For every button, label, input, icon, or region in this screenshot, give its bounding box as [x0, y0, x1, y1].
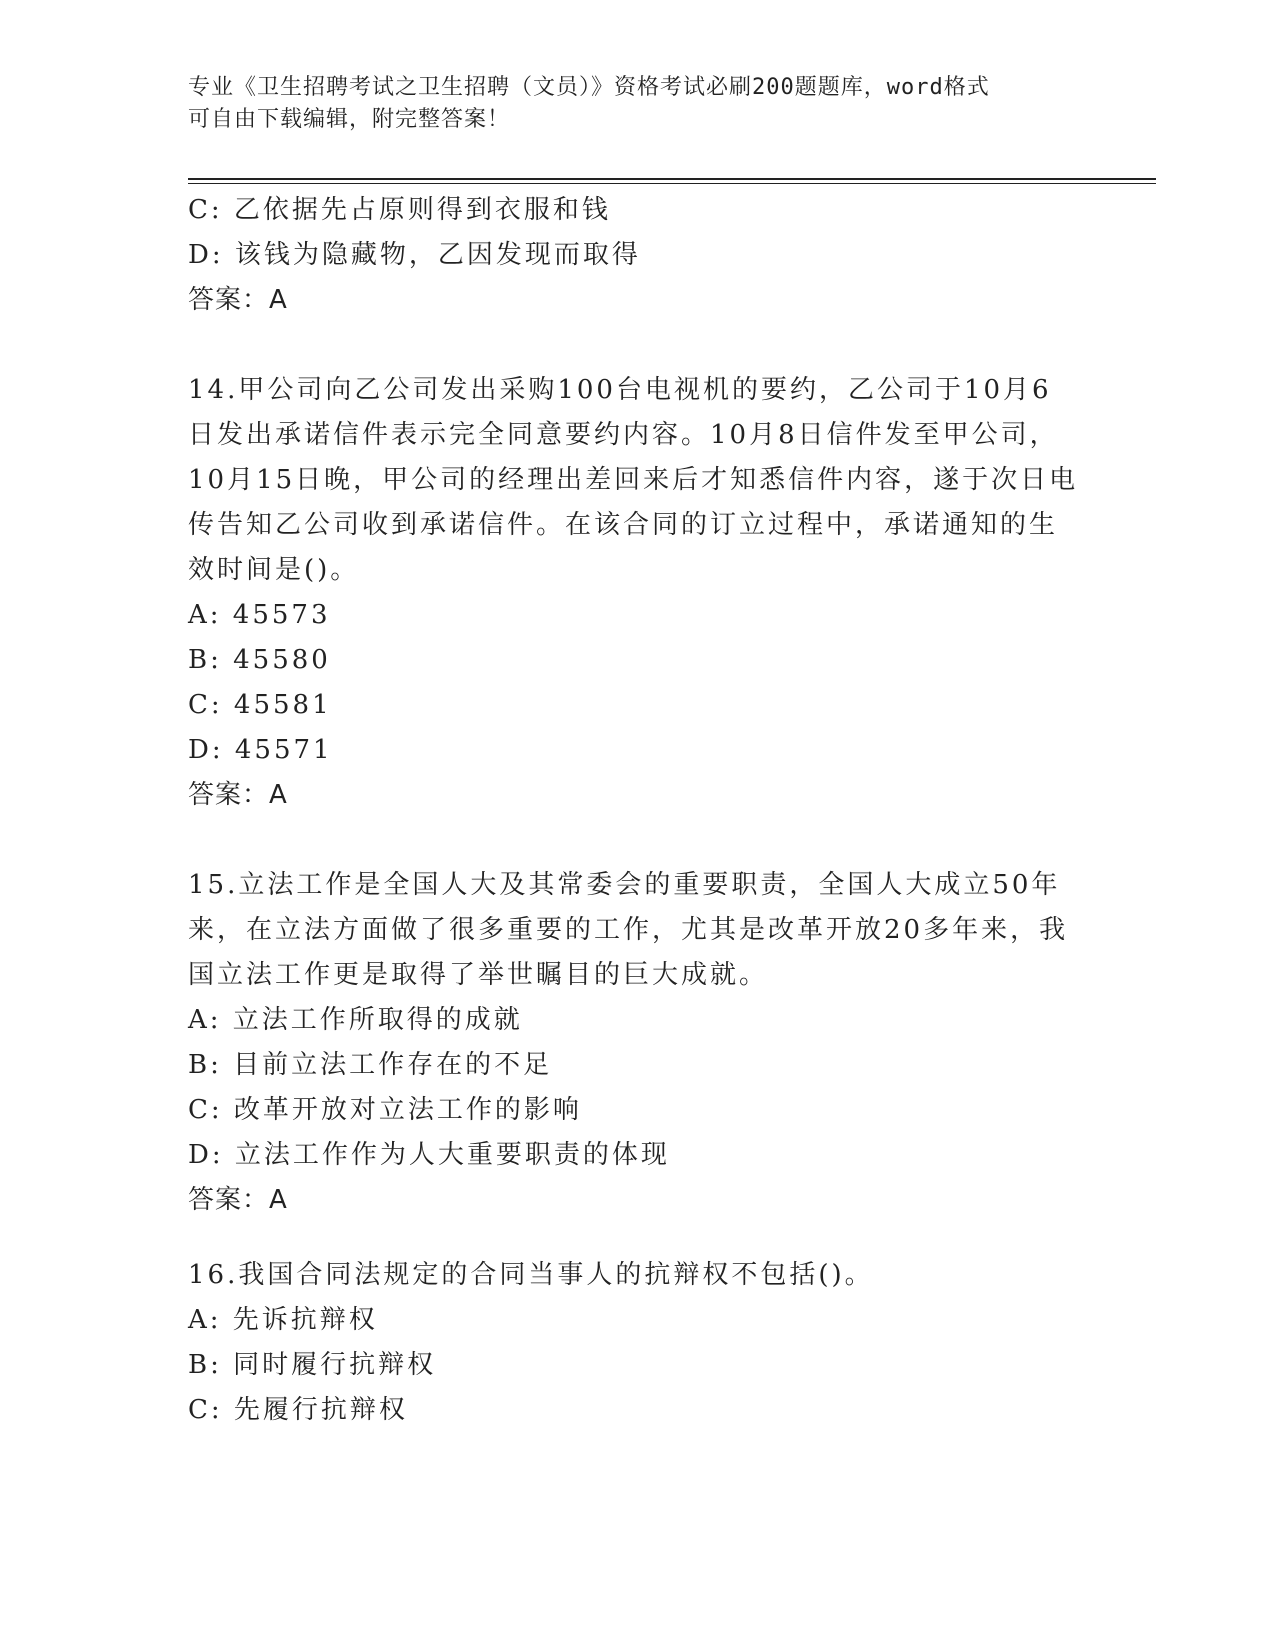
q14-stem-line: 10月15日晚，甲公司的经理出差回来后才知悉信件内容，遂于次日电: [188, 465, 1079, 495]
document-header: [188, 72, 1088, 136]
q14-option-c: C: 45581: [188, 690, 332, 720]
document-body: [188, 188, 1088, 1433]
question-14: [188, 368, 1088, 818]
q14-option-b: B: 45580: [188, 645, 331, 675]
q15-stem-line: 15.立法工作是全国人大及其常委会的重要职责，全国人大成立50年: [188, 870, 1061, 900]
q14-stem-line: 传告知乙公司收到承诺信件。在该合同的订立过程中，承诺通知的生: [188, 510, 1059, 540]
header-line-2: 可自由下载编辑，附完整答案！: [188, 107, 511, 132]
q14-stem-line: 效时间是()。: [188, 555, 360, 585]
q13-option-d: D: 该钱为隐藏物，乙因发现而取得: [188, 240, 641, 270]
q13-option-c: C: 乙依据先占原则得到衣服和钱: [188, 195, 611, 225]
spacer: [188, 323, 1088, 368]
q14-option-a: A: 45573: [188, 600, 331, 630]
q16-stem: [188, 1253, 1088, 1298]
header-divider-thick: [188, 178, 1156, 180]
q15-stem: [188, 863, 1088, 998]
question-15: [188, 863, 1088, 1223]
q16-option-c: C: 先履行抗辩权: [188, 1395, 408, 1425]
spacer: [188, 1223, 1088, 1253]
q14-stem-line: 日发出承诺信件表示完全同意要约内容。10月8日信件发至甲公司，: [188, 420, 1059, 450]
q14-answer: 答案：A: [188, 780, 288, 810]
question-13-tail: [188, 188, 1088, 323]
q15-option-c: C: 改革开放对立法工作的影响: [188, 1095, 582, 1125]
header-line-1: 专业《卫生招聘考试之卫生招聘（文员）》资格考试必刷200题题库，word格式: [188, 75, 990, 100]
q16-option-a: A: 先诉抗辩权: [188, 1305, 378, 1335]
q16-stem-line: 16.我国合同法规定的合同当事人的抗辩权不包括()。: [188, 1260, 874, 1290]
q15-answer: 答案：A: [188, 1185, 288, 1215]
q15-option-b: B: 目前立法工作存在的不足: [188, 1050, 553, 1080]
spacer: [188, 818, 1088, 863]
q13-answer: 答案：A: [188, 285, 288, 315]
q15-option-d: D: 立法工作作为人大重要职责的体现: [188, 1140, 670, 1170]
q16-option-b: B: 同时履行抗辩权: [188, 1350, 437, 1380]
q14-stem: [188, 368, 1088, 593]
q15-stem-line: 来，在立法方面做了很多重要的工作，尤其是改革开放20多年来，我: [188, 915, 1069, 945]
q15-option-a: A: 立法工作所取得的成就: [188, 1005, 523, 1035]
q14-option-d: D: 45571: [188, 735, 333, 765]
q14-stem-line: 14.甲公司向乙公司发出采购100台电视机的要约，乙公司于10月6: [188, 375, 1052, 405]
question-16: [188, 1253, 1088, 1433]
q15-stem-line: 国立法工作更是取得了举世瞩目的巨大成就。: [188, 960, 769, 990]
header-divider-thin: [188, 183, 1156, 184]
